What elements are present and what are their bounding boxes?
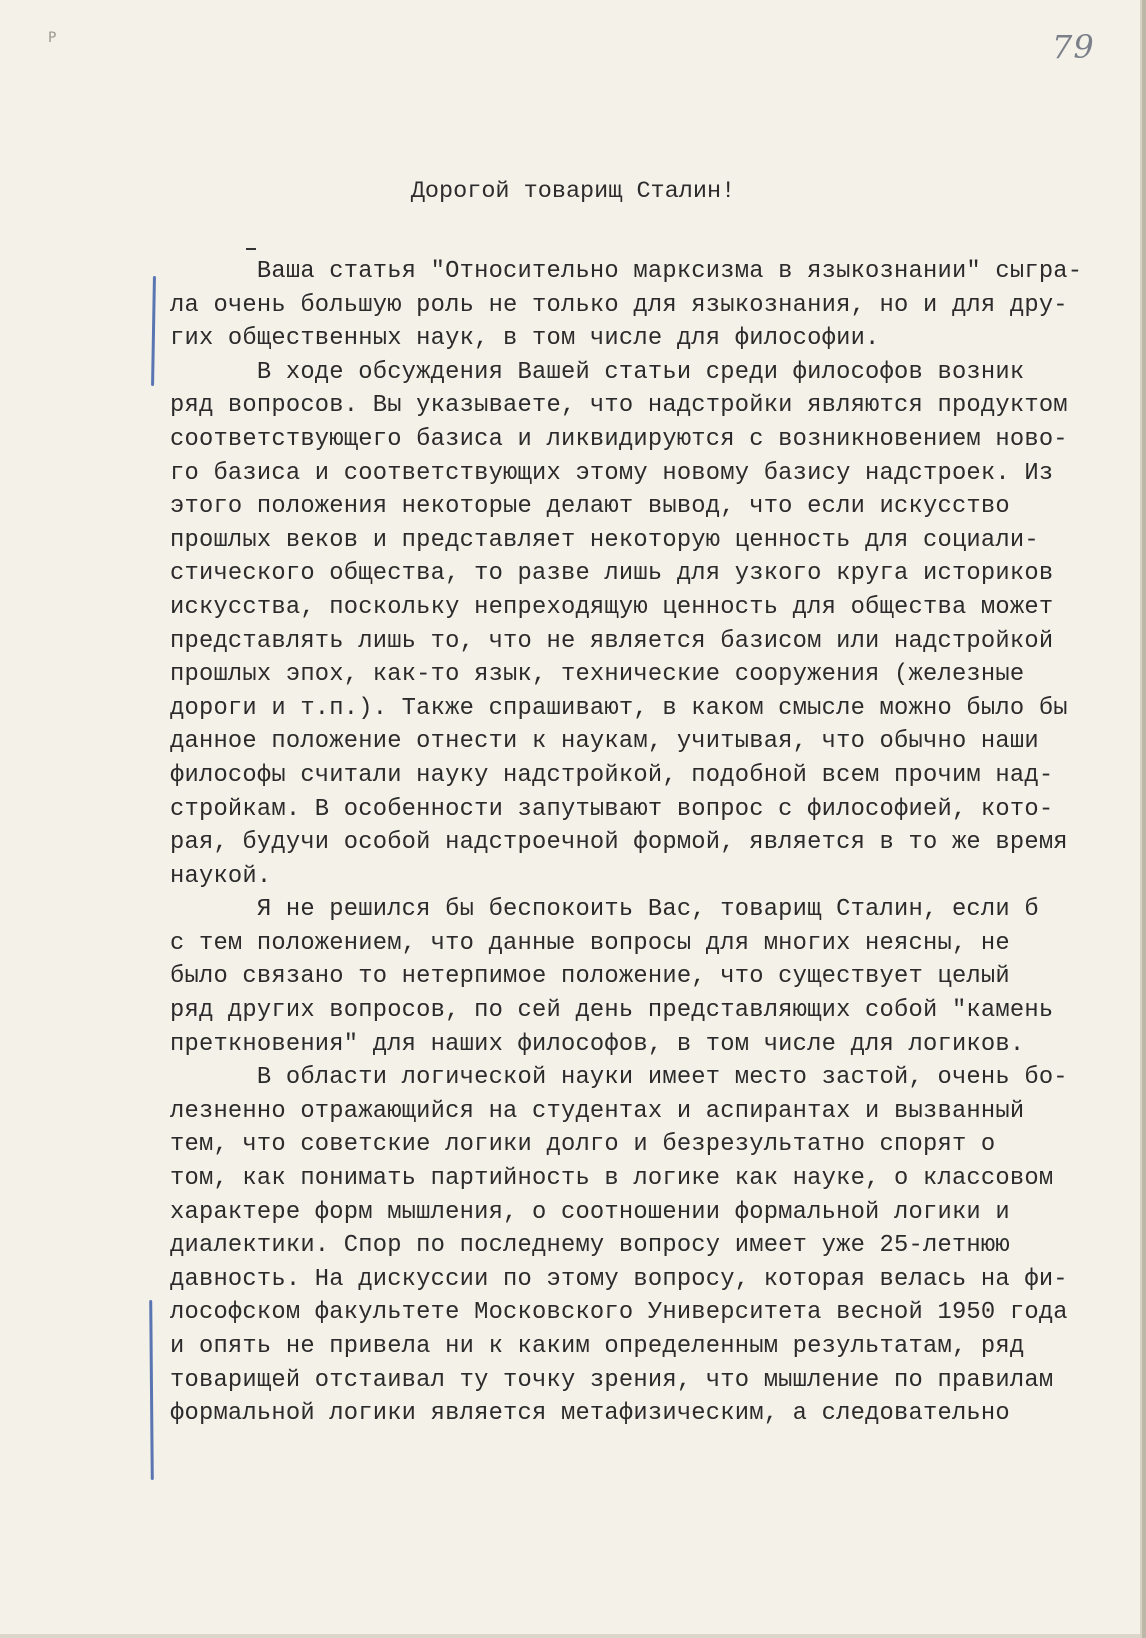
text-line: Ваша статья "Относительно марксизма в языкознании" сыгра-	[170, 258, 1083, 285]
salutation: Дорогой товарищ Сталин!	[410, 178, 736, 205]
text-line: дороги и т.п.). Также спрашивают, в каком смысле можно было бы	[170, 694, 1068, 722]
text-line: данное положение отнести к наукам, учитывая, что обычно наши	[170, 728, 1039, 756]
text-line: ряд вопросов. Вы указываете, что надстройки являются продуктом	[170, 392, 1068, 420]
text-line: ряд других вопросов, по сей день представляющих собой "камень	[170, 997, 1054, 1025]
text-line: прошлых эпох, как-то язык, технические сооружения (железные	[170, 661, 1025, 689]
text-line: том, как понимать партийность в логике как науке, о классовом	[170, 1165, 1054, 1193]
text-line: стройкам. В особенности запутывают вопрос с философией, кото-	[170, 795, 1054, 823]
margin-bracket-mark	[149, 1300, 154, 1480]
text-line: Я не решился бы беспокоить Вас, товарищ Сталин, если б	[170, 896, 1039, 924]
text-line: В ходе обсуждения Вашей статьи среди философов возник	[170, 358, 1025, 386]
page-edge	[1142, 0, 1146, 1638]
letter-body	[170, 255, 1130, 1431]
text-line: ла очень большую роль не только для языкознания, но и для дру-	[170, 291, 1068, 319]
text-line: соответствующего базиса и ликвидируются с возникновением ново-	[170, 425, 1068, 453]
text-line: прошлых веков и представляет некоторую ценность для социали-	[170, 526, 1039, 554]
text-line: диалектики. Спор по последнему вопросу имеет уже 25-летнюю	[170, 1232, 1010, 1260]
text-line: преткновения" для наших философов, в том числе для логиков.	[170, 1030, 1025, 1058]
pencil-dash-mark	[246, 248, 256, 250]
text-line: лософском факультете Московского Университета весной 1950 года	[170, 1299, 1068, 1327]
text-line: наукой.	[170, 862, 272, 890]
text-line: представлять лишь то, что не является базисом или надстройкой	[170, 627, 1054, 655]
text-line: рая, будучи особой надстроечной формой, является в то же время	[170, 829, 1068, 857]
text-line: этого положения некоторые делают вывод, что если искусство	[170, 493, 1010, 521]
handwritten-page-number: 79	[1052, 28, 1095, 66]
text-line: искусства, поскольку непреходящую ценность для общества может	[170, 593, 1054, 621]
text-line: тем, что советские логики долго и безрезультатно спорят о	[170, 1131, 996, 1159]
text-line: с тем положением, что данные вопросы для многих неясны, не	[170, 929, 1010, 957]
text-line: го базиса и соответствующих этому новому базису надстроек. Из	[170, 459, 1054, 487]
text-line: философы считали науку надстройкой, подобной всем прочим над-	[170, 761, 1054, 789]
text-line: товарищей отстаивал ту точку зрения, что мышление по правилам	[170, 1366, 1054, 1394]
text-line: было связано то нетерпимое положение, что существует целый	[170, 963, 1010, 991]
text-line: и опять не привела ни к каким определенным результатам, ряд	[170, 1333, 1025, 1360]
text-line: стического общества, то разве лишь для узкого круга историков	[170, 560, 1054, 588]
text-line: лезненно отражающийся на студентах и аспирантах и вызванный	[170, 1097, 1025, 1125]
text-line: давность. На дискуссии по этому вопросу, которая велась на фи-	[170, 1265, 1068, 1293]
text-line: гих общественных наук, в том числе для философии.	[170, 325, 880, 353]
text-line: формальной логики является метафизическим, а следовательно	[170, 1400, 1010, 1428]
text-line: В области логической науки имеет место застой, очень бо-	[170, 1064, 1068, 1092]
corner-mark: P	[48, 30, 57, 46]
margin-bracket-mark	[151, 276, 156, 386]
text-line: характере форм мышления, о соотношении формальной логики и	[170, 1198, 1010, 1226]
